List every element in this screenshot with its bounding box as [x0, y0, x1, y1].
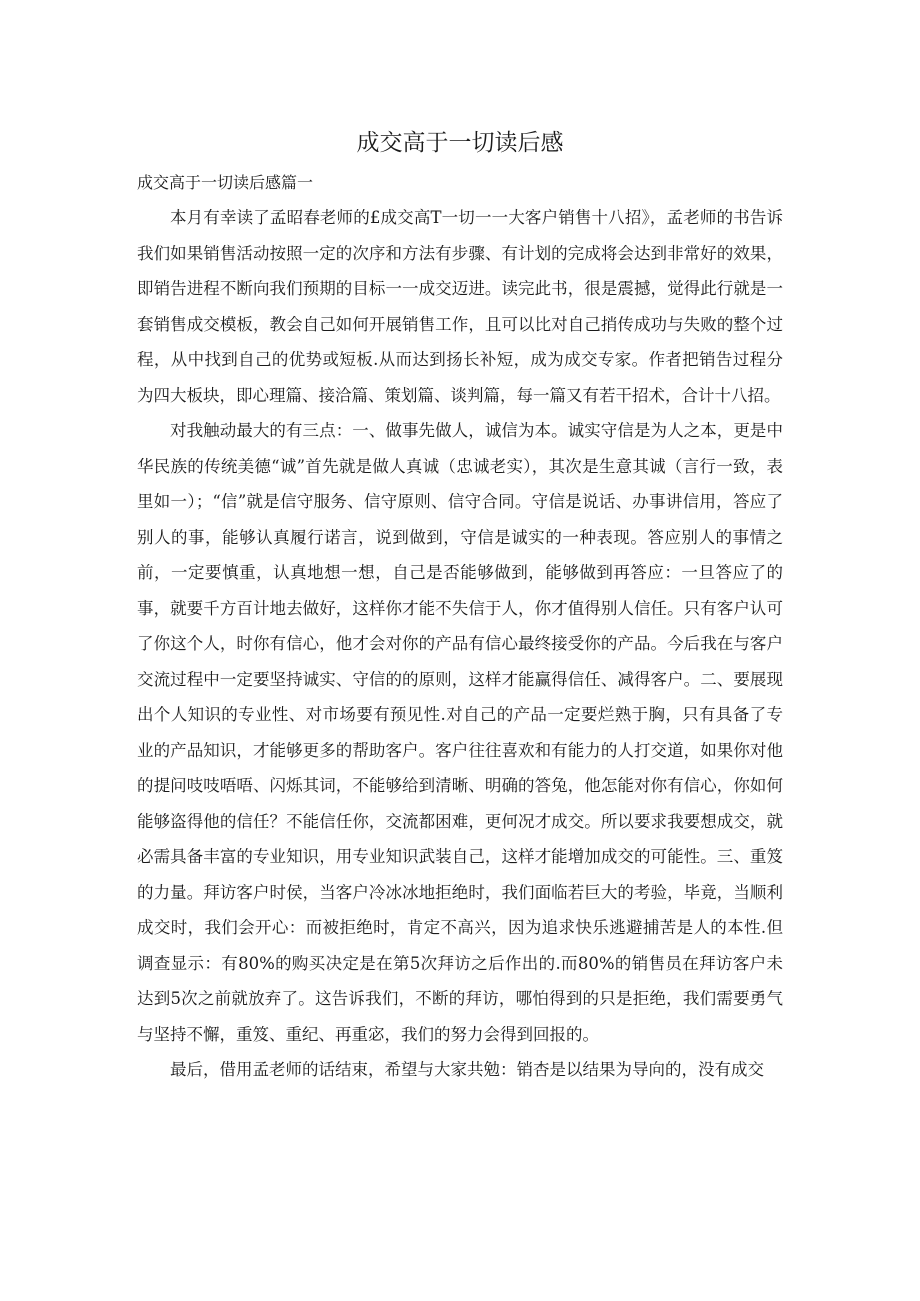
section-heading: 成交高于一切读后感篇一	[137, 173, 314, 192]
body-text	[137, 200, 783, 1088]
paragraph: 对我触动最大的有三点：一、做事先做人，诚信为本。诚实守信是为人之本，更是中华民族的传统美德“诚”首先就是做人真诚（忠诚老实），其次是生意其诚（言行一致，表里如一）；“信”就是信守服务、信守原则、信守合同。守信是说话、办事讲信用，答应了别人的事，能够认真履行诺言，说到做到，守信是诚实的一种表现。答应别人的事情之前，一定要慎重，认真地想一想，自己是否能够做到，能够做到再答应：一旦答应了的事，就要千方百计地去做好，这样你才能不失信于人，你才值得别人信任。只有客户认可了你这个人，时你有信心，他才会对你的产品有信心最终接受你的产品。今后我在与客户交流过程中一定要坚持诚实、守信的的原则，这样才能赢得信任、减得客户。二、要展现出个人知识的专业性、对市场要有预见性.对自己的产品一定要烂熟于胸，只有具备了专业的产品知识，才能够更多的帮助客户。客户往往喜欢和有能力的人打交道，如果你对他的提问吱吱唔唔、闪烁其词，不能够给到清晰、明确的答兔，他怎能对你有信心，你如何能够盗得他的信任？不能信任你，交流都困难，更何况才成交。所以要求我要想成交，就必需具备丰富的专业知识，用专业知识武装自己，这样才能增加成交的可能性。三、重笈的力量。拜访客户时侯，当客户冷冰冰地拒绝时，我们面临若巨大的考验，毕竟，当顺利成交时，我们会开心：而被拒绝时，肯定不高兴，因为追求快乐逃避捕苦是人的本性.但调查显示：有80%的购买决定是在第5次拜访之后作出的.而80%的销售员在拜访客户未达到5次之前就放弃了。这告诉我们，不断的拜访，哪怕得到的只是拒绝，我们需要勇气与坚持不懈，重笈、重纪、再重宓，我们的努力会得到回报的。	[137, 421, 783, 1044]
page-title: 成交高于一切读后感	[356, 130, 564, 156]
paragraph: 本月有幸读了孟昭春老师的£成交高T一切一一大客户销售十八招》，孟老师的书告诉我们如果销售活动按照一定的次序和方法有步骤、有计划的完成将会达到非常好的效果，即销告进程不断向我们预期的目标一一成交迈进。读完此书，很是震撼，觉得此行就是一套销售成交模板，教会自己如何开展销售工作，且可以比对自己捎传成功与失败的整个过程，从中找到自己的优势或短板.从而达到扬长补短，成为成交专家。作者把销告过程分为四大板块，即心理篇、接洽篇、策划篇、谈判篇，每一篇又有若干招术，合计十八招。	[137, 208, 783, 405]
paragraph: 最后，借用孟老师的话结束，希望与大家共勉：销杏是以结果为导向的，没有成交	[170, 1060, 764, 1079]
